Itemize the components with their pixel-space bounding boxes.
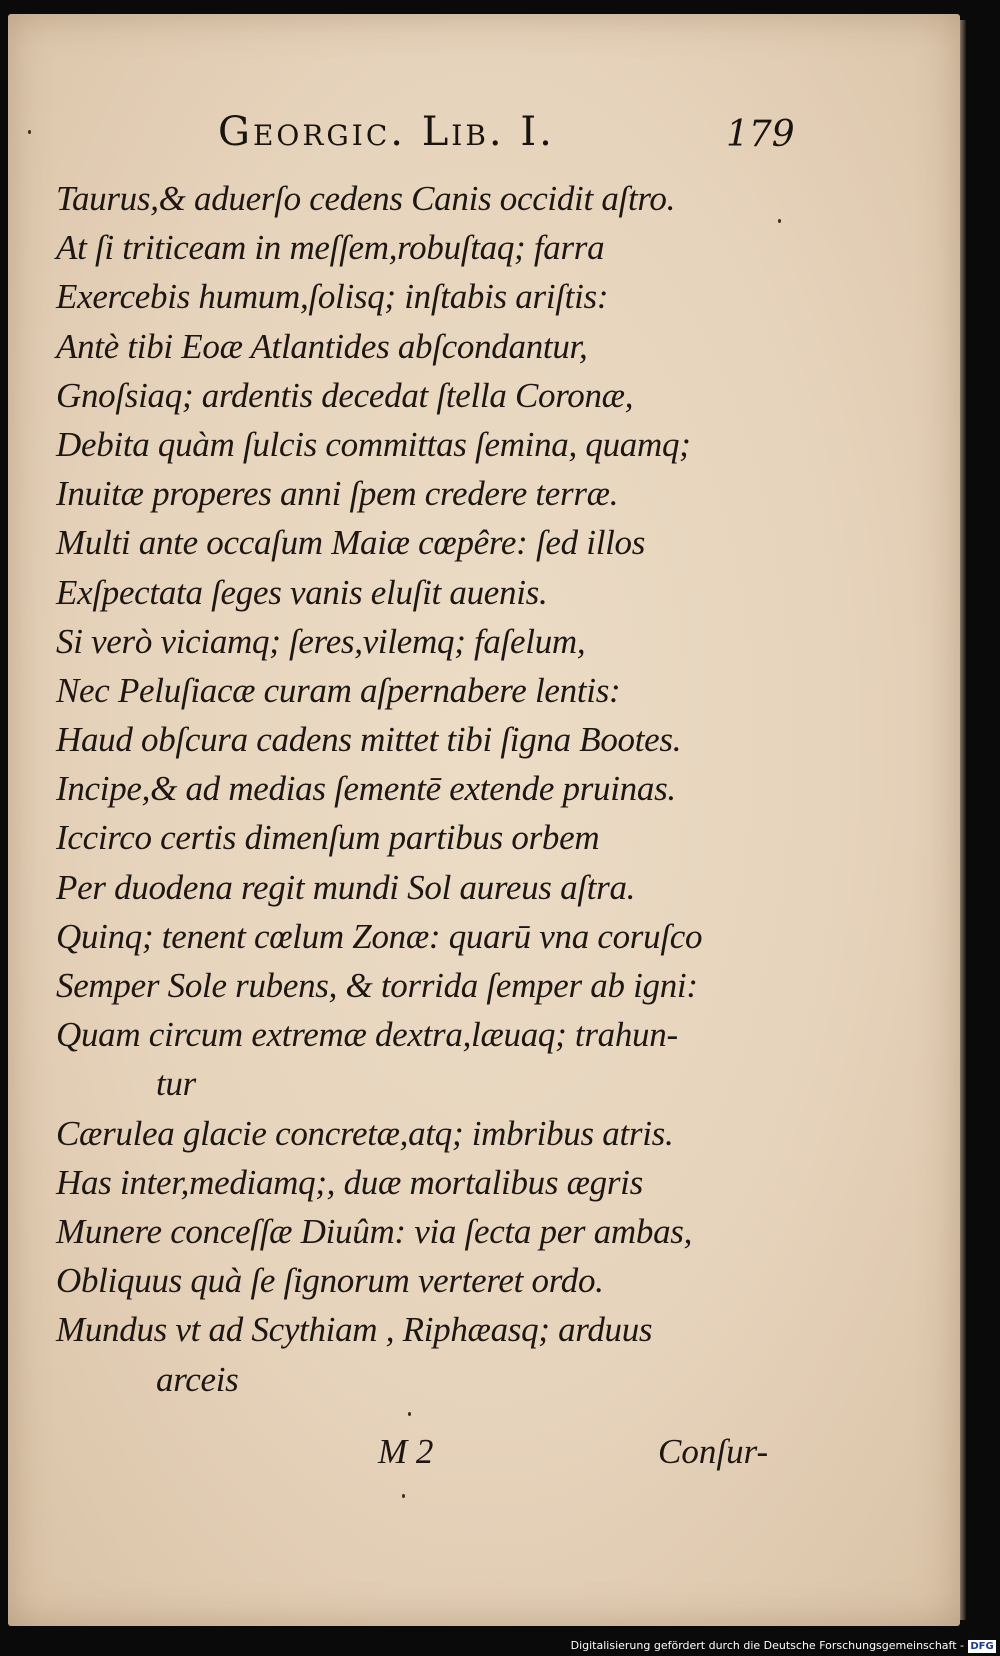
running-head: Georgic. Lib. I. <box>218 109 555 155</box>
paper-speck <box>778 219 781 223</box>
catchword: Conſur- <box>658 1432 769 1471</box>
signature-mark: M 2 <box>378 1432 434 1471</box>
verse-line: Debita quàm ſulcis committas ſemina, quamq; <box>56 424 691 464</box>
verse-line-continuation: arceis <box>156 1359 239 1399</box>
verse-line: Mundus vt ad Scythiam , Riphæasq; arduus <box>56 1310 653 1350</box>
verse-line: Cærulea glacie concretæ,atq; imbribus atris. <box>56 1113 674 1153</box>
paper-speck <box>28 130 31 134</box>
verse-line: Munere conceſſæ Diuûm: via ſecta per ambas, <box>56 1211 693 1251</box>
verse-line: Multi ante occaſum Maiæ cœpêre: ſed illos <box>56 523 646 563</box>
verse-line: Taurus,& aduerſo cedens Canis occidit aſtro. <box>56 179 676 218</box>
verse-line: Gnoſsiaq; ardentis decedat ſtella Coronæ, <box>56 375 634 415</box>
verse-line: Inuitæ properes anni ſpem credere terræ. <box>56 474 619 514</box>
verse-line: Nec Peluſiacæ curam aſpernabere lentis: <box>56 670 621 710</box>
book-page <box>8 14 960 1626</box>
paper-speck <box>408 1412 411 1416</box>
verse-text-block <box>56 174 906 1404</box>
verse-line: Semper Sole rubens, & torrida ſemper ab igni: <box>56 966 698 1005</box>
dfg-logo: DFG <box>968 1640 996 1653</box>
verse-line: Antè tibi Eoæ Atlantides abſcondantur, <box>56 326 588 366</box>
paper-speck <box>402 1494 405 1498</box>
verse-line: Per duodena regit mundi Sol aureus aſtra. <box>56 867 636 907</box>
verse-line: Obliquus quà ſe ſignorum verteret ordo. <box>56 1261 604 1301</box>
verse-line: Si verò viciamq; ſeres,vilemq; faſelum, <box>56 621 586 661</box>
verse-line: At ſi triticeam in meſſem,robuſtaq; farra <box>56 228 605 268</box>
verse-line: Has inter,mediamq;, duæ mortalibus ægris <box>56 1162 643 1202</box>
verse-line: Quam circum extremæ dextra,læuaq; trahun- <box>56 1015 678 1055</box>
verse-line: Quinq; tenent cœlum Zonæ: quarū vna coruſco <box>56 916 703 956</box>
page-footer <box>8 1432 960 1482</box>
page-number: 179 <box>726 114 795 155</box>
verse-line: Haud obſcura cadens mittet tibi ſigna Bootes. <box>56 720 682 760</box>
digitization-credit: Digitalisierung gefördert durch die Deutsche Forschungsgemeinschaft - <box>570 1639 964 1652</box>
verse-line: Exſpectata ſeges vanis eluſit auenis. <box>56 572 548 612</box>
verse-line: Exercebis humum,ſolisq; inſtabis ariſtis: <box>56 277 609 317</box>
verse-line: Incipe,& ad medias ſementē extende pruinas. <box>56 769 676 809</box>
verse-line: Iccirco certis dimenſum partibus orbem <box>56 818 600 858</box>
verse-line-continuation: tur <box>156 1064 196 1104</box>
